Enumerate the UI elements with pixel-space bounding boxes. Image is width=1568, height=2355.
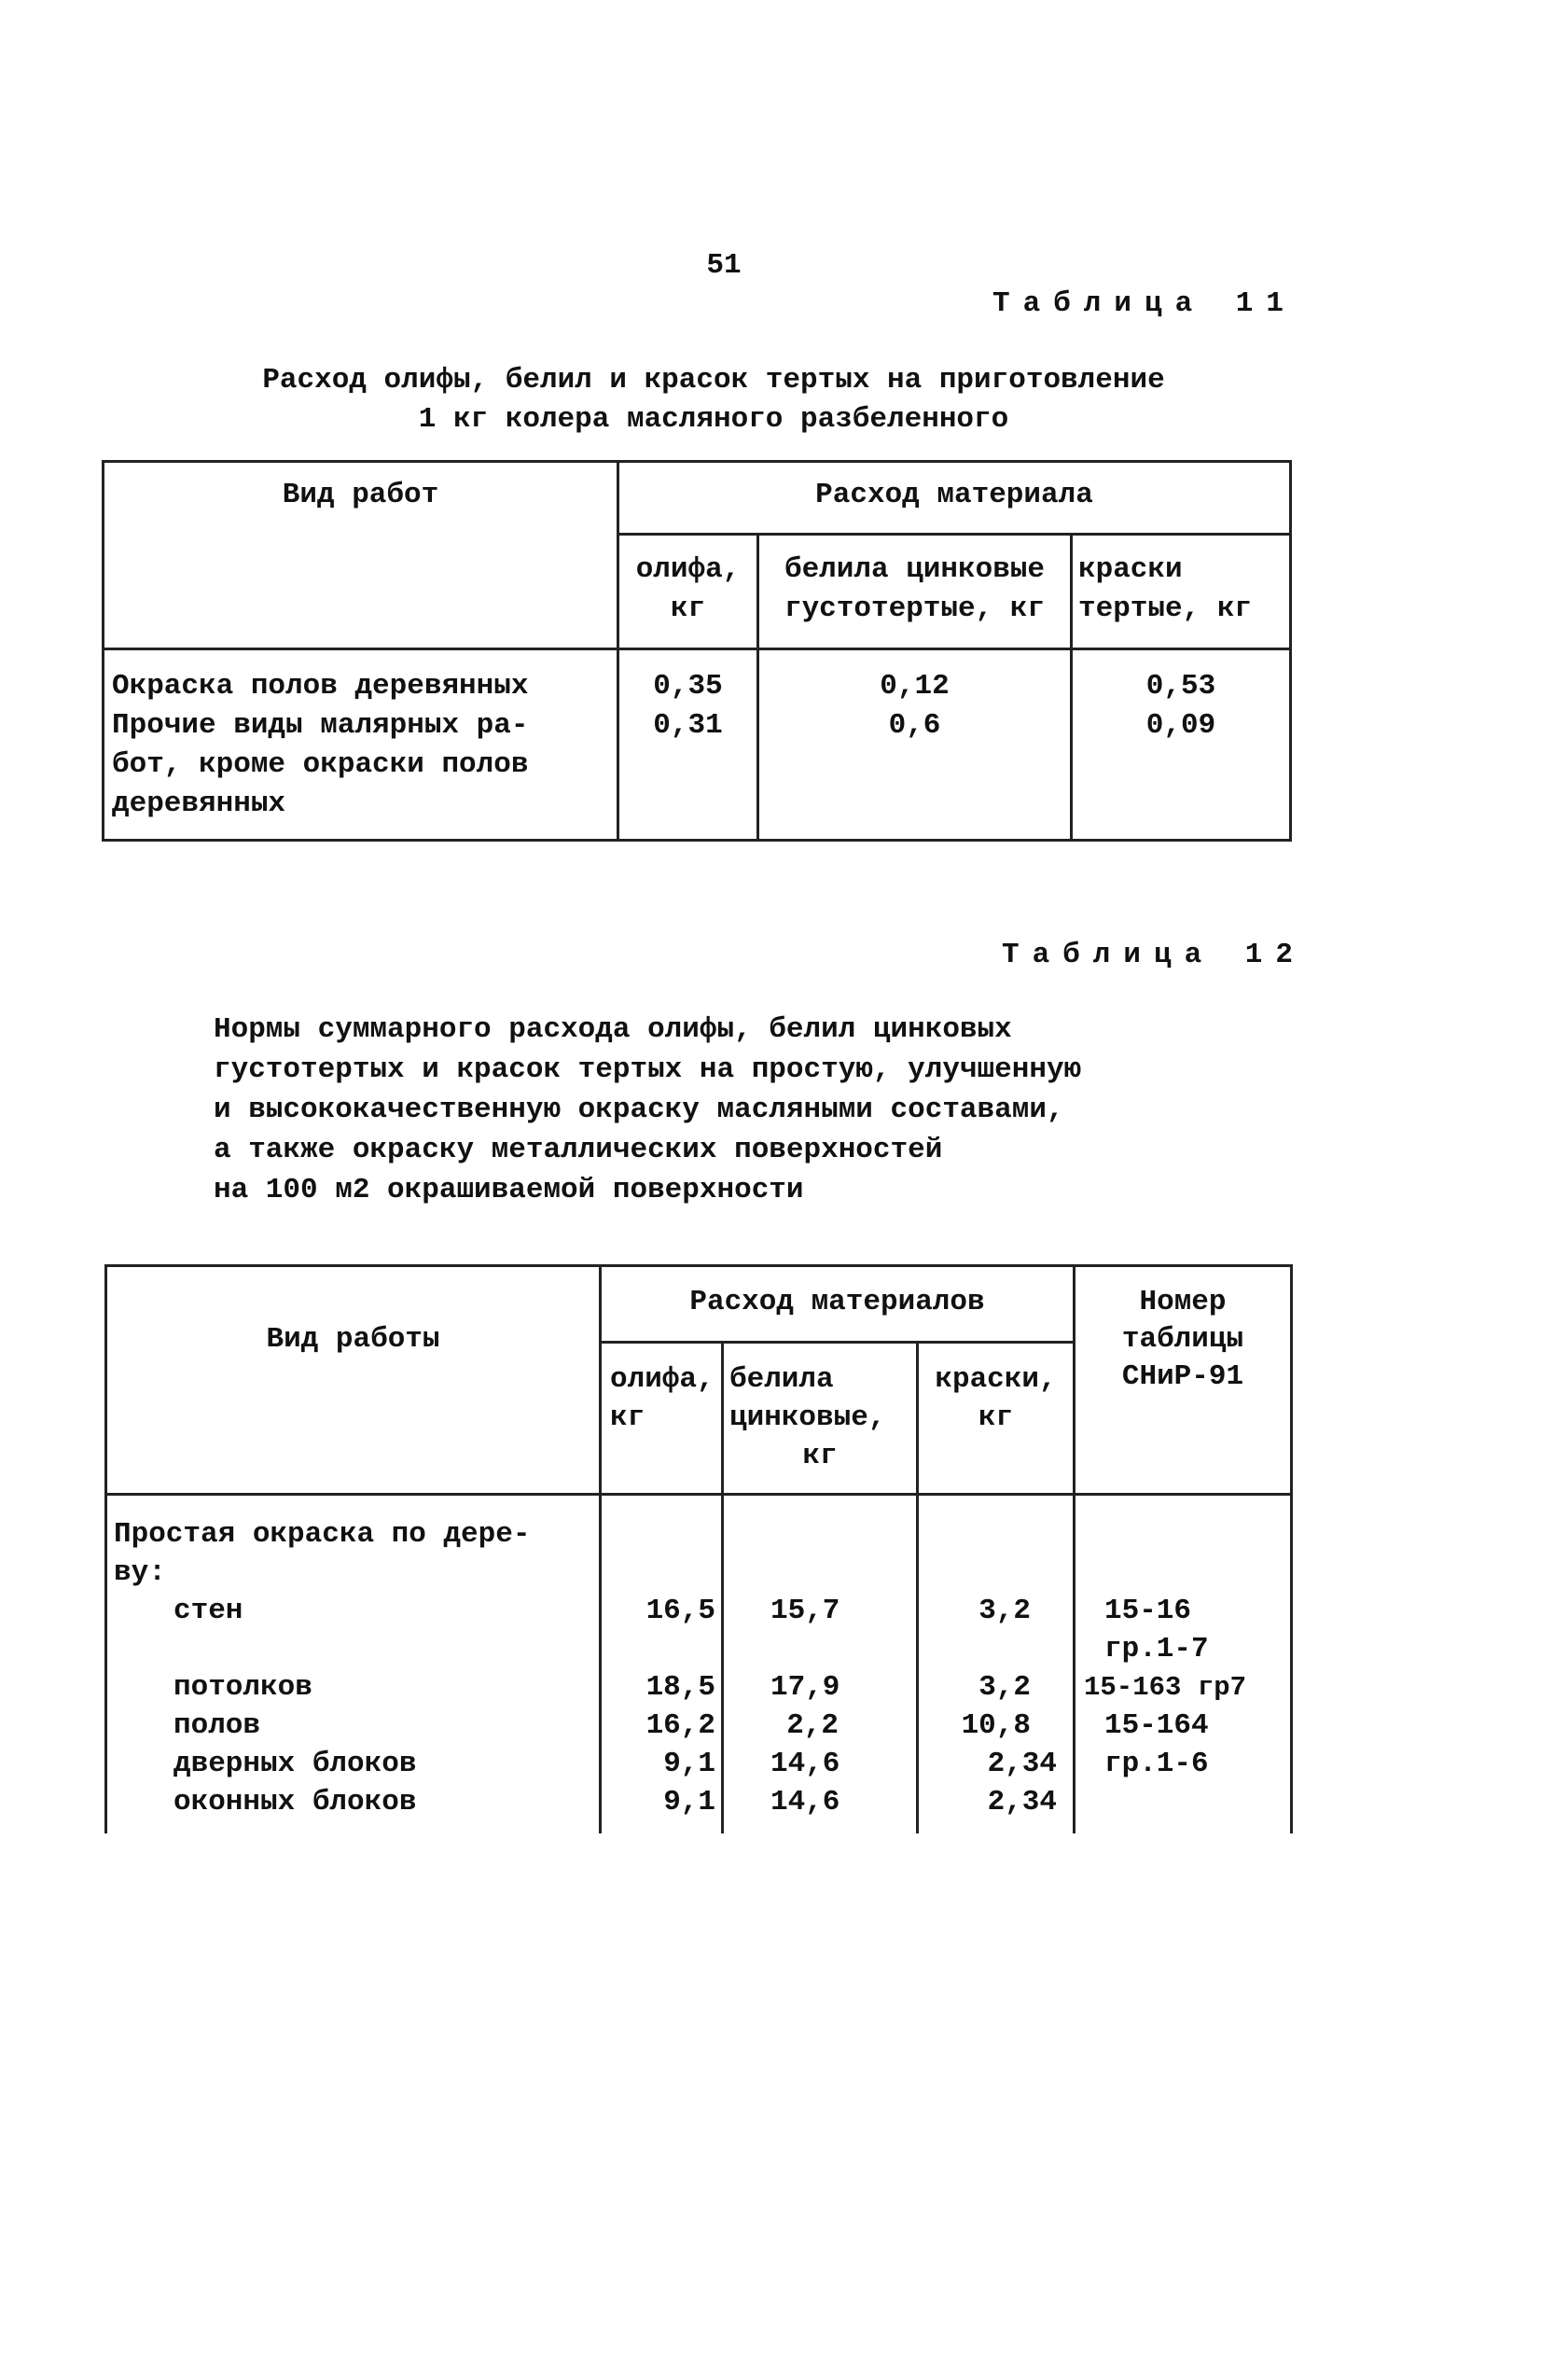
row-work: стен [173,1595,243,1627]
row-belila: 17,9 [770,1671,840,1704]
row1-kraski: 0,53 [1145,670,1216,703]
table11-label: Таблица 11 [992,287,1297,320]
table12-title-line-5: на 100 м2 окрашиваемой поверхности [214,1174,804,1206]
row-belila: 14,6 [770,1748,840,1780]
table-border [104,1493,1293,1496]
row-kraski: 3,2 [978,1595,1031,1627]
table-border [102,460,1292,463]
header-belila-1: белила [729,1363,834,1396]
header-belila-3: кг [802,1440,838,1472]
row-olifa: 9,1 [663,1786,715,1819]
row-ref: 15-16 [1104,1595,1192,1627]
row-work: потолков [173,1671,312,1704]
header-material: Расход материалов [689,1286,985,1318]
group-label-2: ву: [114,1556,166,1589]
table-border [102,460,104,842]
table-border [104,1264,1293,1267]
row-olifa: 18,5 [645,1671,715,1704]
header-kraski-2: кг [978,1401,1014,1434]
row-kraski: 3,2 [978,1671,1031,1704]
table12-label: Таблица 12 [1001,939,1306,971]
header-belila-1: белила цинковые [784,553,1046,586]
row1-belila: 0,12 [880,670,950,703]
table12-title-line-3: и высококачественную окраску масляными составами, [214,1094,1064,1126]
row-belila: 14,6 [770,1786,840,1819]
row2-work-2: бот, кроме окраски полов [112,748,529,781]
table-border [617,533,1292,536]
table-border [617,460,619,842]
row-belila: 15,7 [770,1595,840,1627]
row-work: дверных блоков [173,1748,417,1780]
page-number: 51 [706,249,742,282]
header-olifa-2: кг [610,1401,645,1434]
row-work: полов [173,1709,261,1742]
header-work-type: Вид работы [266,1323,440,1356]
row-olifa: 16,2 [645,1709,715,1742]
header-belila-2: густотертые, кг [784,592,1046,625]
row2-work-3: деревянных [112,787,286,820]
row-ref: гр.1-7 [1104,1633,1209,1665]
row-kraski: 2,34 [987,1786,1057,1819]
header-work-type: Вид работ [282,479,439,511]
header-kraski-1: краски, [935,1363,1057,1396]
row-ref: 15-164 [1104,1709,1209,1742]
row2-work-1: Прочие виды малярных ра- [112,709,529,742]
row-kraski: 2,34 [987,1748,1057,1780]
header-olifa-1: олифа, [610,1363,715,1396]
group-label-1: Простая окраска по дере- [114,1518,531,1551]
header-table-no-1: Номер [1139,1286,1227,1318]
header-belila-2: цинковые, [729,1401,886,1434]
row1-work: Окраска полов деревянных [112,670,529,703]
table12-title-line-2: густотертых и красок тертых на простую, улучшенную [214,1053,1082,1086]
row-kraski: 10,8 [961,1709,1031,1742]
row2-olifa: 0,31 [653,709,723,742]
row-olifa: 16,5 [645,1595,715,1627]
table-border [721,1341,724,1833]
header-olifa-2: кг [670,592,706,625]
row-ref: 15-163 гр7 [1084,1672,1247,1703]
row1-olifa: 0,35 [653,670,723,703]
table-border [102,839,1292,842]
table11-title-line-2: 1 кг колера масляного разбеленного [418,403,1009,436]
row-olifa: 9,1 [663,1748,715,1780]
table-border [1289,460,1292,842]
row-ref: гр.1-6 [1104,1748,1209,1780]
header-kraski-2: тертые, кг [1078,592,1253,625]
header-kraski-1: краски [1078,553,1183,586]
header-olifa-1: олифа, [635,553,741,586]
header-table-no-3: СНиР-91 [1121,1360,1244,1393]
table12-title-line-1: Нормы суммарного расхода олифы, белил цинковых [214,1013,1012,1046]
row2-belila: 0,6 [888,709,941,742]
table11-title-line-1: Расход олифы, белил и красок тертых на приготовление [262,364,1165,397]
header-table-no-2: таблицы [1121,1323,1244,1356]
row-belila: 2,2 [786,1709,839,1742]
row2-kraski: 0,09 [1145,709,1216,742]
header-material: Расход материала [815,479,1093,511]
table-border [102,648,1292,650]
table-border [1290,1264,1293,1833]
table12-title-line-4: а также окраску металлических поверхностей [214,1134,943,1166]
row-work: оконных блоков [173,1786,417,1819]
table-border [599,1341,1073,1344]
